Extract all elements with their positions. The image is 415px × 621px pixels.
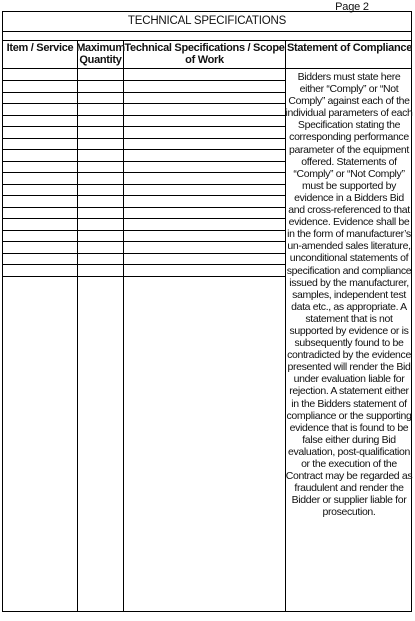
- table-row: [3, 195, 285, 196]
- table-row: [3, 172, 285, 173]
- table-row: [3, 253, 285, 254]
- page-number: Page 2: [335, 1, 369, 13]
- table-row: [3, 207, 285, 208]
- table-row: [3, 149, 285, 150]
- table-row: [3, 264, 285, 265]
- header-technical-specifications: Technical Specifications / Scope of Work: [124, 42, 285, 66]
- specifications-table: [3, 31, 411, 611]
- table-row: [3, 103, 285, 104]
- header-maximum-quantity: Maximum Quantity: [76, 42, 125, 66]
- table-row: [3, 241, 285, 242]
- form-title: TECHNICAL SPECIFICATIONS: [3, 12, 411, 32]
- table-row: [3, 92, 285, 93]
- table-row: [3, 115, 285, 116]
- header-bottom-rule: [3, 68, 411, 69]
- table-row: [3, 126, 285, 127]
- header-statement-of-compliance: Statement of Compliance: [286, 42, 413, 54]
- table-row: [3, 161, 285, 162]
- table-row: [3, 138, 285, 139]
- specifications-form: [2, 11, 412, 612]
- table-row: [3, 276, 285, 277]
- statement-of-compliance-text: Bidders must state here either “Comply” or “Not Comply” against each of the individual parameters of each Specification stating the corresponding performance parameter of the equipment offered. Statements of “Comply” or “Not Comply” must be supported by evidence in a Bidders Bid and cross-referenced to that evidence. Evidence shall be in the form of manufacturer’s un-amended sales literature, unconditional statements of specification and compliance issued by the manufacturer, samples, independent test data etc., as appropriate. A statement that is not supported by evidence or is subsequently found to be contradicted by the evidence presented will render the Bid under evaluation liable for rejection. A statement either in the Bidders statement of compliance or the supporting evidence that is found to be false either during Bid evaluation, post-qualification or the execution of the Contract may be regarded as fraudulent and render the Bidder or supplier liable for prosecution.: [285, 71, 413, 519]
- table-row: [3, 218, 285, 219]
- table-row: [3, 184, 285, 185]
- header-item-service: Item / Service: [6, 42, 74, 54]
- table-row: [3, 230, 285, 231]
- table-row: [3, 80, 285, 81]
